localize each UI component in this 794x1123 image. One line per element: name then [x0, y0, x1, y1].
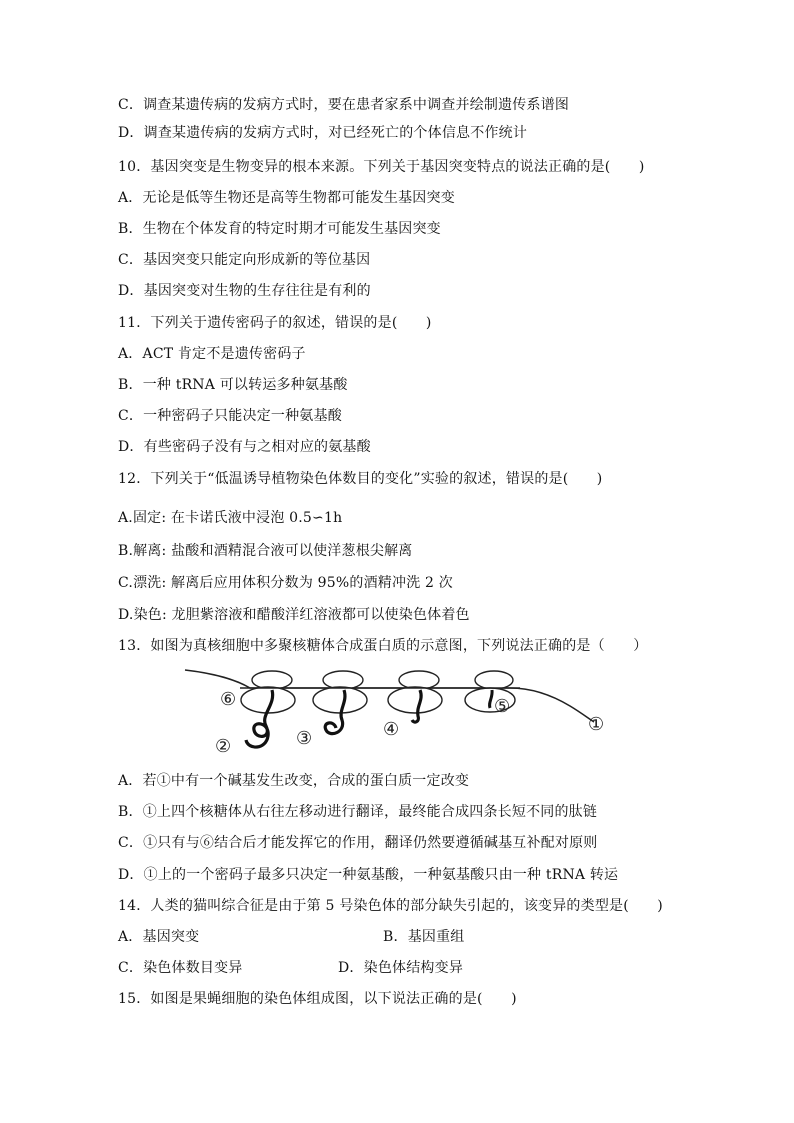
- q11-option-b: B．一种 tRNA 可以转运多种氨基酸: [118, 377, 348, 393]
- q10-option-b: B．生物在个体发育的特定时期才可能发生基因突变: [118, 221, 441, 237]
- label-5: ⑤: [494, 696, 511, 717]
- label-1: ①: [588, 714, 605, 735]
- label-4: ④: [383, 719, 400, 740]
- q11-option-a: A．ACT 肯定不是遗传密码子: [118, 346, 306, 362]
- q14-option-c: C．染色体数目变异: [118, 960, 243, 976]
- q12-option-a: A.固定: 在卡诺氏液中浸泡 0.5∽1h: [118, 510, 343, 526]
- q11-option-c: C．一种密码子只能决定一种氨基酸: [118, 408, 342, 424]
- label-3: ③: [296, 728, 313, 749]
- q13-option-b: B．①上四个核糖体从右往左移动进行翻译，最终能合成四条长短不同的肽链: [118, 804, 598, 820]
- label-2: ②: [215, 736, 232, 757]
- q13-option-c: C．①只有与⑥结合后才能发挥它的作用，翻译仍然要遵循碱基互补配对原则: [118, 835, 598, 851]
- q11-option-d: D．有些密码子没有与之相对应的氨基酸: [118, 439, 371, 455]
- q12-option-b: B.解离: 盐酸和酒精混合液可以使洋葱根尖解离: [118, 543, 413, 559]
- q14-option-b: B．基因重组: [383, 929, 465, 945]
- ribosome-3: [388, 671, 442, 713]
- q10-option-c: C．基因突变只能定向形成新的等位基因: [118, 252, 371, 268]
- option-d-prev: D．调查某遗传病的发病方式时，对已经死亡的个体信息不作统计: [118, 125, 528, 141]
- q12-option-d: D.染色: 龙胆紫溶液和醋酸洋红溶液都可以使染色体着色: [118, 607, 470, 623]
- question-12: 12．下列关于“低温诱导植物染色体数目的变化”实验的叙述，错误的是( ): [118, 471, 603, 487]
- q13-option-a: A．若①中有一个碱基发生改变，合成的蛋白质一定改变: [118, 773, 470, 789]
- q14-option-a: A．基因突变: [118, 929, 200, 945]
- question-11: 11．下列关于遗传密码子的叙述，错误的是( ): [118, 315, 432, 331]
- q13-option-d: D．①上的一个密码子最多只决定一种氨基酸，一种氨基酸只由一种 tRNA 转运: [118, 867, 619, 883]
- question-15: 15．如图是果蝇细胞的染色体组成图，以下说法正确的是( ): [118, 991, 517, 1007]
- q14-option-d: D．染色体结构变异: [338, 960, 464, 976]
- option-c-prev: C．调查某遗传病的发病方式时，要在患者家系中调查并绘制遗传系谱图: [118, 97, 570, 113]
- question-10: 10．基因突变是生物变异的根本来源。下列关于基因突变特点的说法正确的是( ): [118, 159, 645, 175]
- question-13: 13．如图为真核细胞中多聚核糖体合成蛋白质的示意图，下列说法正确的是（ ）: [118, 638, 648, 654]
- label-6: ⑥: [220, 689, 237, 710]
- q10-option-a: A．无论是低等生物还是高等生物都可能发生基因突变: [118, 190, 455, 206]
- ribosome-2: [313, 671, 367, 713]
- question-14: 14．人类的猫叫综合征是由于第 5 号染色体的部分缺失引起的，该变异的类型是( ): [118, 898, 663, 914]
- q10-option-d: D．基因突变对生物的生存往往是有利的: [118, 283, 371, 299]
- polyribosome-diagram: [180, 660, 620, 760]
- q12-option-c: C.漂洗: 解离后应用体积分数为 95%的酒精冲洗 2 次: [118, 575, 454, 591]
